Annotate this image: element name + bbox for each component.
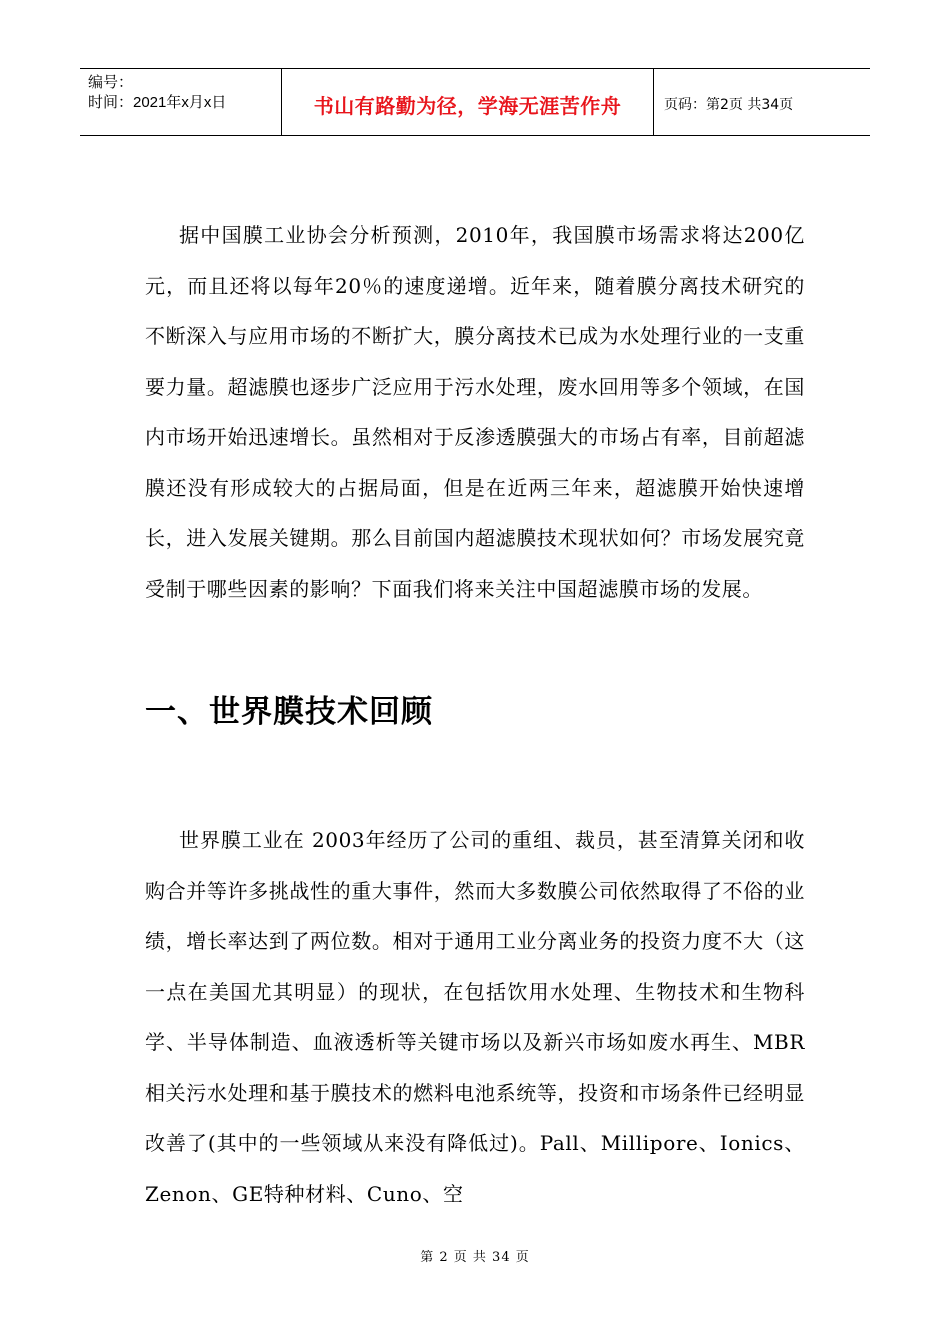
page-header [80,68,870,136]
section-heading: 一、世界膜技术回顾 [145,694,433,730]
document-number-label: 编号： [88,74,134,91]
header-page-code: 页码：第2页 共34页 [664,97,794,113]
header-meta [80,69,282,135]
intro-paragraph: 据中国膜工业协会分析预测，2010年，我国膜市场需求将达200亿元，而且还将以每年20％的速度递增。近年来，随着膜分离技术研究的不断深入与应用市场的不断扩大，膜分离技术已成为水处理行业的一支重要力量。超滤膜也逐步广泛应用于污水处理，废水回用等多个领域，在国内市场开始迅速增长。虽然相对于反渗透膜强大的市场占有率，目前超滤膜还没有形成较大的占据局面，但是在近两三年来，超滤膜开始快速增长，进入发展关键期。那么目前国内超滤膜技术现状如何？市场发展究竟受制于哪些因素的影响？下面我们将来关注中国超滤膜市场的发展。 [145,223,805,601]
section-paragraph: 世界膜工业在 2003年经历了公司的重组、裁员，甚至清算关闭和收购合并等许多挑战性的重大事件，然而大多数膜公司依然取得了不俗的业绩，增长率达到了两位数。相对于通用工业分离业务的投资力度不大（这一点在美国尤其明显）的现状，在包括饮用水处理、生物技术和生物科学、半导体制造、血液透析等关键市场以及新兴市场如废水再生、MBR相关污水处理和基于膜技术的燃料电池系统等，投资和市场条件已经明显改善了(其中的一些领域从来没有降低过)。Pall、Millipore、Ionics、Zenon、GE特种材料、Cuno、空 [145,828,805,1206]
header-motto: 书山有路勤为径，学海无涯苦作舟 [282,69,654,135]
page-footer: 第 2 页 共 34 页 [420,1250,530,1265]
document-date: 时间：2021年x月x日 [88,94,227,111]
